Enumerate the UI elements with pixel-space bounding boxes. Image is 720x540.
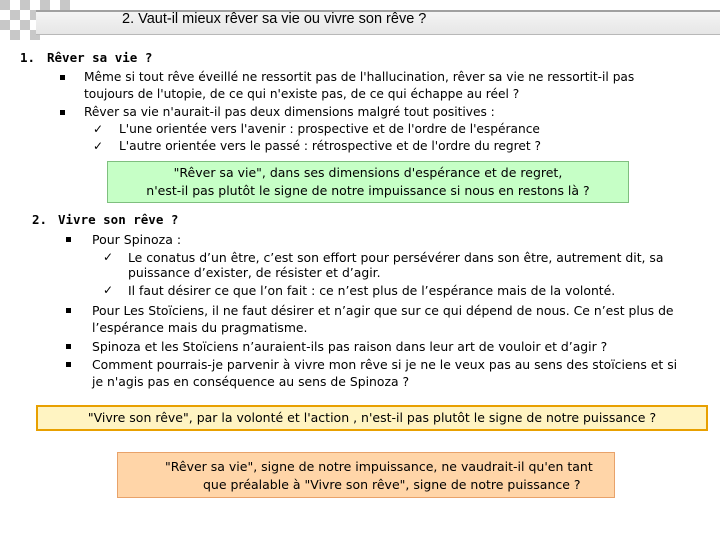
- section1-check1: L'une orientée vers l'avenir : prospective et de l'ordre de l'espérance: [119, 122, 540, 136]
- section1-check2: L'autre orientée vers le passé : rétrospective et de l'ordre du regret ?: [119, 139, 541, 153]
- bullet-square: [66, 362, 71, 367]
- section2-bullet2-line1: Pour Les Stoïciens, il ne faut désirer et n’agir que sur ce qui dépend de nous. Ce n’est plus de: [92, 303, 674, 318]
- section1-bullet1-line1: Même si tout rêve éveillé ne ressortit pas de l'hallucination, rêver sa vie ne ressortit-il pas: [84, 70, 635, 84]
- section2-heading: Vivre son rêve ?: [58, 212, 179, 227]
- section2-check1-line2: puissance d’exister, de résister et d’agir.: [128, 265, 381, 280]
- bullet-square: [60, 75, 65, 80]
- section2-bullet3: Spinoza et les Stoïciens n’auraient-ils pas raison dans leur art de vouloir et d’agir ?: [92, 339, 608, 354]
- conclusion-line1: "Rêver sa vie", signe de notre impuissance, ne vaudrait-il qu'en tant: [165, 459, 593, 474]
- section2-bullet4-line2: je n'agis pas en conséquence au sens de Spinoza ?: [92, 374, 410, 389]
- checkmark-icon: ✓: [93, 139, 104, 153]
- section1-box-line1: "Rêver sa vie", dans ses dimensions d'espérance et de regret,: [173, 165, 563, 180]
- section2-box-text: "Vivre son rêve", par la volonté et l'action , n'est-il pas plutôt le signe de notre puissance ?: [87, 410, 657, 425]
- bullet-square: [66, 344, 71, 349]
- bullet-square: [66, 237, 71, 242]
- section1-heading: Rêver sa vie ?: [47, 50, 153, 65]
- conclusion-line2: que préalable à "Vivre son rêve", signe de notre puissance ?: [203, 477, 581, 492]
- section1-number: 1.: [20, 50, 36, 65]
- section1-bullet2: Rêver sa vie n'aurait-il pas deux dimensions malgré tout positives :: [84, 105, 495, 119]
- section1-bullet1-line2: toujours de l'utopie, de ce qui n'existe pas, de ce qui échappe au réel ?: [84, 87, 520, 101]
- bullet-square: [66, 308, 71, 313]
- section2-check1-line1: Le conatus d’un être, c’est son effort pour persévérer dans son être, autrement dit, sa: [128, 250, 664, 265]
- section2-bullet1: Pour Spinoza :: [92, 232, 182, 247]
- bullet-square: [60, 110, 65, 115]
- checkmark-icon: ✓: [93, 122, 104, 136]
- section2-bullet2-line2: l’espérance mais du pragmatisme.: [92, 320, 308, 335]
- section2-number: 2.: [32, 212, 48, 227]
- checkmark-icon: ✓: [103, 283, 114, 297]
- page-title: 2. Vaut-il mieux rêver sa vie ou vivre son rêve ?: [122, 11, 427, 27]
- checkmark-icon: ✓: [103, 250, 114, 264]
- section2-check2: Il faut désirer ce que l’on fait : ce n’est plus de l’espérance mais de la volonté.: [128, 283, 616, 298]
- section2-bullet4-line1: Comment pourrais-je parvenir à vivre mon rêve si je ne le veux pas au sens des stoïciens et si: [92, 357, 678, 372]
- section1-box-line2: n'est-il pas plutôt le signe de notre impuissance si nous en restons là ?: [146, 183, 590, 198]
